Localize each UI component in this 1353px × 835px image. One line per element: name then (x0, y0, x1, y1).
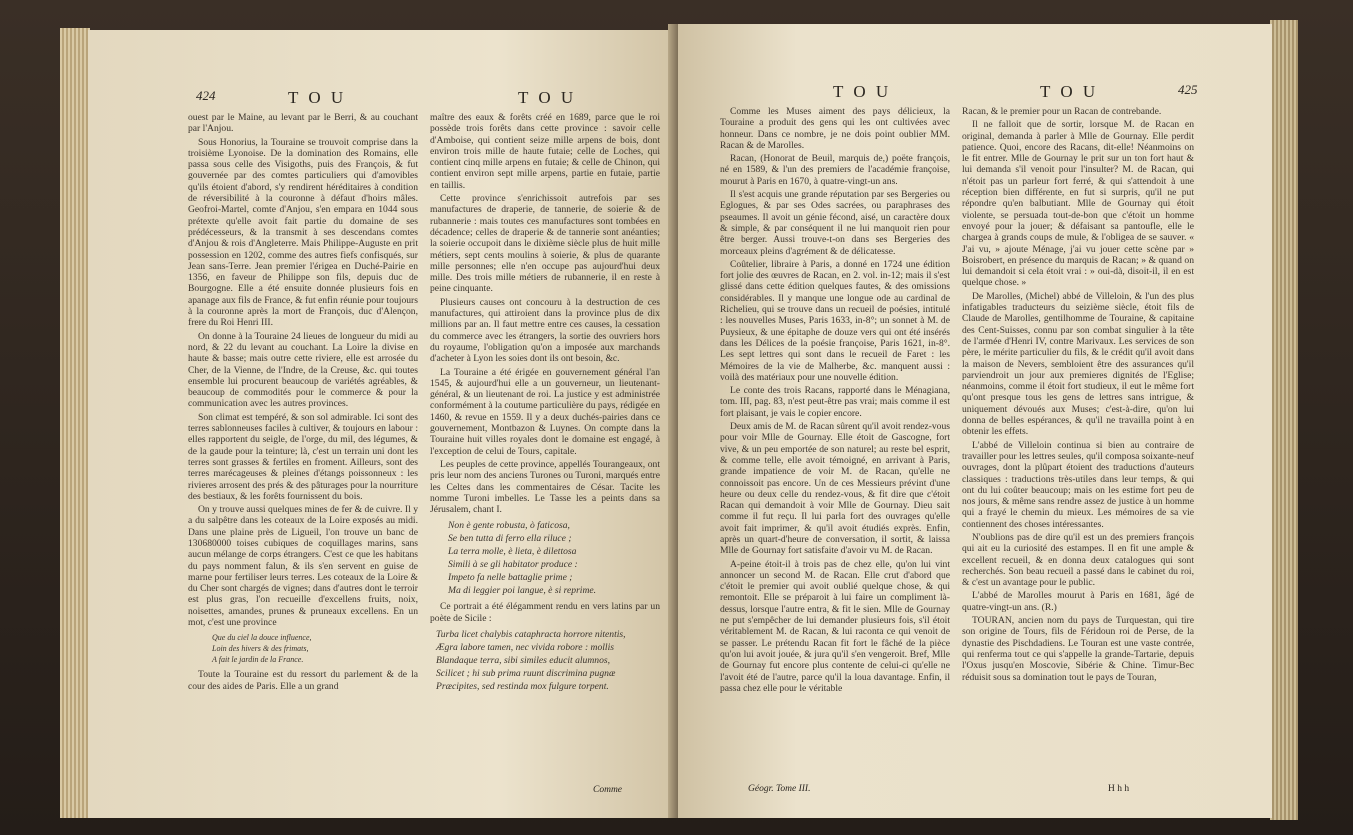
running-head-left-col2: T O U (518, 88, 577, 107)
paragraph: Son climat est tempéré, & son sol admirable. Ici sont des terres sablonneuses faciles à cultiver, & toujours en labour : elles rapportent du seigle, de l'orge, du mil, des légumes, & de la gaude pour la teinture; là, c'est un terrain uni dont les terres sont grasses & fertiles en froment. Ailleurs, sont des terres marécageuses & pleines d'étangs poissonneux : les rivieres arrosent des prés & des pâturages pour la nourriture des bestiaux, & les forêts fournissent du bois. (188, 411, 418, 502)
paragraph: Toute la Touraine est du ressort du parlement & de la cour des aides de Paris. Elle a un grand (188, 669, 418, 692)
paragraph: TOURAN, ancien nom du pays de Turquestan, qui tire son origine de Tours, fils de Féridoun roi de Perse, de la dynastie des Pischdadiens. Le Touran est une vaste contrée, qui renferma tout ce qui s'appelle la grande-Tartarie, depuis l'Oxus jusqu'en Moscovie, Sibérie & Chine. Timur-Bec réduisit sous sa domination tout le pays de Touran, (962, 615, 1194, 683)
paragraph: Racan, & le premier pour un Racan de contrebande. (962, 106, 1162, 117)
running-head-right-col1: T O U (833, 82, 892, 101)
verse-line: Loin des hivers & des frimats, (212, 644, 309, 654)
verse-line: A fait le jardin de la France. (212, 655, 304, 665)
paragraph: Plusieurs causes ont concouru à la destruction de ces manufactures, qui attiroient dans la province plus de dix millions par an. Il faut mettre entre ces causes, la cessation du commerce avec les étrangers, la sortie des ouvriers hors du royaume, l'obligation qu'on a imposée aux marchands d'acheter à Lyon les soies dont ils ont besoin, &c. (430, 296, 660, 365)
paragraph: ouest par le Maine, au levant par le Berri, & au couchant par l'Anjou. (188, 112, 418, 135)
paragraph: L'abbé de Marolles mourut à Paris en 1681, âgé de quatre-vingt-un ans. (R.) (962, 590, 1194, 613)
paragraph: Sous Honorius, la Touraine se trouvoit comprise dans la troisième Lyonoise. De la domination des Romains, elle passa sous celle des Visigoths, puis des François, & fut gouvernée par des comtes particuliers qui d'amovibles qu'ils étoient d'abord, s'y rendirent héréditaires à condition de réversibilité à la couronne à défaut d'hoirs mâles. Geofroi-Martel, comte d'Anjou, s'en empara en 1044 sous prétexte qu'elle avoit fait partie du domaine de ses prédécesseurs, & la transmit à ses descendans comtes d'Anjou & rois d'Angleterre. Mais Philippe-Auguste en prit possession en 1202, comme des autres fiefs confisqués, sur Jean sans-Terre. Jean premier l'érigea en Duché-Pairie en 1356, en faveur de Philippe son fils, depuis duc de Bourgogne. Elle a été ensuite donnée plusieurs fois en apanage aux fils de France, & fut enfin réunie pour toujours à la couronne après la mort de François, duc d'Alençon, frere du Roi Henri III. (188, 136, 418, 329)
verse-line: Se ben tutta di ferro ella riluce ; (448, 533, 572, 545)
paragraph: Coûtelier, libraire à Paris, a donné en 1724 une édition fort jolie des œuvres de Racan, en 2. vol. in-12; mais il s'est glissé dans cette édition quelques fautes, & des omissions considérables. Il y manque une longue ode au cardinal de Richelieu, qui se trouve dans un recueil de poésies, intitulé : les nouvelles Muses, Paris 1633, in-8°; un sonnet à M. de Puysieux, & une épitaphe de douze vers qui ont été insérés dans les Délices de la poésie françoise, Paris 1621, in-8°. Les sept lettres qui sont dans le recueil de Faret : les Mémoires de la vie de Malherbe, &c. manquent aussi : voilà des matériaux pour une nouvelle édition. (720, 258, 950, 383)
left-page-column-1 (188, 112, 418, 694)
verse-line: Præcipites, sed restinda mox fulgure torpent. (436, 680, 609, 692)
left-page-column-2 (430, 112, 660, 697)
italian-verse-block (448, 519, 660, 597)
paragraph: Racan, (Honorat de Beuil, marquis de,) poëte françois, né en 1589, & l'un des premiers de l'académie françoise, mourut à Paris en 1670, à quatre-vingt-un ans. (720, 153, 950, 187)
verse-line: Que du ciel la douce influence, (212, 633, 312, 643)
right-page-column-2 (962, 106, 1194, 685)
verse-line: Simili à se gli habitator produce : (448, 559, 578, 571)
page-number-left: 424 (196, 88, 216, 103)
paragraph: Deux amis de M. de Racan sûrent qu'il avoit rendez-vous pour voir Mlle de Gournay. Elle étoit de Gascogne, fort vive, & un peu emportée de son naturel; au reste bel esprit, & comme telle, elle avoit témoigné, en arrivant à Paris, grande impatience de voir M. de Racan, qu'elle ne connoissoit pas encore. Un de ces Messieurs prévint d'une heure ou deux celle du rendez-vous, & fit dire que c'étoit Racan qui demandoit à voir Mlle de Gournay. Dieu sait comme il fut reçu. Il lui parla fort des ouvrages qu'elle avoit fait imprimer, & qu'il avoit étudiés exprès. Enfin, après un quart-d'heure de conversation, il sortit, & laissa Mlle de Gournay fort satisfaite d'avoir vu M. de Racan. (720, 421, 950, 557)
running-head-left-col1: T O U (288, 88, 347, 107)
page-edges-left (60, 28, 90, 818)
paragraph: De Marolles, (Michel) abbé de Villeloin, & l'un des plus infatigables traducteurs du seizième siècle, étoit fils de Claude de Marolles, gentilhomme de Touraine, & capitaine des Cent-Suisses, connu par son combat singulier à la tête de l'armée d'Henri IV, contre Marivaux. Les services de son père, le mérite particulier du fils, & le crédit qu'il avoit dans la maison de Nevers, sembloient être des assurances qu'il parviendroit un jour aux premieres dignités de l'Eglise; néanmoins, comme il étoit fort studieux, il eut le même fort qu'ont presque tous les gens de lettres sans intrigue, & uniquement dévoués aux Muses; c'est-à-dire, qu'on lui donna de belles espérances, & qu'il ne travailla point à en obtenir les effets. (962, 290, 1194, 438)
paragraph: Ce portrait a été élégamment rendu en vers latins par un poète de Sicile : (430, 601, 660, 624)
verse-line: Turba licet chalybis cataphracta horrore nitentis, (436, 628, 626, 640)
paragraph: N'oublions pas de dire qu'il est un des premiers françois qui ait eu la curiosité des estampes. Il en fit une ample & excellent recueil, & en donna deux catalogues qui sont recherchés. Son beau recueil a passé dans le cabinet du roi, & c'est un avantage pour le public. (962, 531, 1194, 589)
paragraph: Comme les Muses aiment des pays délicieux, la Touraine a produit des gens qui les ont cultivées avec honneur. Dans ce nombre, je ne dois point oublier MM. Racan & de Marolles. (720, 106, 950, 151)
signature-mark: H h h (1108, 784, 1130, 794)
paragraph: On donne à la Touraine 24 lieues de longueur du midi au nord, & 22 du levant au couchant. La Loire la divise en haute & basse; mais outre cette riviere, elle est arrosée du Cher, de la Vienne, de l'Indre, de la Creuse, &c. qui toutes ensemble lui procurent beaucoup de variétés agréables, & beaucoup de commodités pour le commerce & pour la communication avec les autres provinces. (188, 330, 418, 410)
verse-line: La terra molle, è lieta, è dilettosa (448, 546, 577, 558)
catchword: Comme (593, 785, 623, 795)
verse-line: Ægra labore tamen, nec vivida robore : mollis (436, 641, 614, 653)
paragraph: Il ne falloit que de sortir, lorsque M. de Racan en original, demanda à parler à Mlle de Gournay. Elle perdit patience. Quoi, encore des Racans, dit-elle! Néanmoins on le fit entrer. Mlle de Gournay le prit sur un ton fort haut & lui demanda s'il venoit pour l'insulter? M. de Racan, qui n'étoit pas un parleur fort ferré, & qui s'attendoit à une réception bien différente, en fut si surpris, qu'il ne put répondre qu'en balbutiant. Mlle de Gournay qui étoit violente, se persuada tout-de-bon que c'étoit un homme envoyé pour la jouer; & défaisant sa pantoufle, elle le chargea à grands coups de mule, & l'obligea de se sauver. « J'ai vu, » ajoute Ménage, j'ai vu jouer cette scène par » Boisrobert, en présence du marquis de Racan; » & quand on lui demandoit si cela étoit vrai : » oui-dà, disoit-il, il en est quelque chose. » (962, 119, 1194, 289)
verse-line: Blandaque terra, sibi similes educit alumnos, (436, 654, 611, 666)
verse-line: Non è gente robusta, ò faticosa, (448, 520, 570, 532)
right-page-column-1 (720, 106, 950, 696)
verse-line: Scilicet ; hi sub prima ruunt discrimina pugnæ (436, 667, 616, 679)
paragraph: L'abbé de Villeloin continua si bien au contraire de travailler pour les lettres seules, qu'il composa soixante-neuf ouvrages, dont la plûpart étoient des traductions d'auteurs classiques : traductions très-utiles dans leur temps, & qui ont du lui coûter beaucoup; mais on les estime fort peu de nos jours, & même sans rendre assez de justice à un homme qui a frayé le chemin du mieux. Les mémoires de sa vie contiennent des choses intéressantes. (962, 439, 1194, 530)
running-head-right-col2: T O U (1040, 82, 1099, 101)
paragraph: Cette province s'enrichissoit autrefois par ses manufactures de draperie, de tannerie, de soierie & de rubannerie : mais toutes ces manufactures sont tombées en décadence; celles de draperie & de tannerie sont anéanties; la soierie occupoit dans le dixième siècle plus de huit mille métiers, sept cents moulins à soierie, & plus de quarante mille personnes; elle n'en occupe pas aujourd'hui deux mille. Des trois mille métiers de rubannerie, il en reste à peine cinquante. (430, 193, 660, 295)
signature-mark-volume: Géogr. Tome III. (748, 784, 811, 794)
paragraph: maître des eaux & forêts créé en 1689, parce que le roi possède trois forêts dans cette province : savoir celle d'Amboise, qui contient seize mille arpens de bois, dont environ trois mille de haute futaie; celle de Loches, qui contient cinq mille arpens en futaie; & celle de Chinon, qui contient environ sept mille arpens, partie en futaie, partie en taillis. (430, 112, 660, 191)
paragraph: Les peuples de cette province, appellés Tourangeaux, ont pris leur nom des anciens Turones ou Turoni, marqués entre les Celtes dans les commentaires de César. Tacite les nomme Turoni imbelles. Le Tasse les a peints dans sa Jérusalem, chant I. (430, 458, 660, 516)
right-page (678, 24, 1272, 818)
page-edges-right (1270, 20, 1298, 820)
paragraph: Il s'est acquis une grande réputation par ses Bergeries ou Eglogues, & par ses Odes sacrées, ou paraphrases des pseaumes. Il avoit un génie fécond, aisé, un caractère doux & simple, & par conséquent il ne lui manquoit rien pour être berger. Aussi trouve-t-on dans ses Bergeries des morceaux pleins d'agrément & de délicatesse. (720, 189, 950, 257)
paragraph: On y trouve aussi quelques mines de fer & de cuivre. Il y a du salpêtre dans les coteaux de la Loire exposés au midi. Dans une plaine près de Ligueil, l'on trouve un banc de 130680000 toises cubiques de coquillages marins, sans aucun mélange de corps étrangers. C'est ce que les habitans du pays nomment falun, & ils s'en servent en guise de marne pour fertiliser leurs terres. Les coteaux de la Loire & du Cher sont chargés de vignes; dans d'autres dont le terroir est plus gras, l'on recueille d'excellens fruits, noix, noisettes, amandes, prunes & pruneaux excellens. En un mot, c'est une province (188, 504, 418, 629)
page-number-right: 425 (1178, 82, 1198, 97)
paragraph: La Touraine a été érigée en gouvernement général l'an 1545, & aujourd'hui elle a un gouverneur, un lieutenant-général, & un lieutenant de roi. La justice y est administrée conformément à la coutume particulière du pays, rédigée en 1460, & revue en 1559. Il y a deux duchés-pairies dans ce gouvernement, Montbazon & Luynes. On compte dans la Touraine huit villes royales dont le domaine est engagé, à l'exception de celui de Tours, capitale. (430, 366, 660, 457)
latin-verse-block (436, 628, 660, 693)
paragraph: A-peine étoit-il à trois pas de chez elle, qu'on lui vint annoncer un second M. de Racan. Elle crut d'abord que c'étoit le premier qui avoit oublié quelque chose, & qui remontoit. Elle se préparoit à lui faire un compliment là-dessus, lorsque l'autre entra, & fit le sien. Mlle de Gournay ne put s'empêcher de lui demander plusieurs fois, s'il étoit véritablement M. de Racan, & lui raconta ce qui venoit de se passer. Le prétendu Racan fit fort le fâché de la pièce qu'on lui avoit jouée, & jura qu'il s'en vengeroit. Bref, Mlle de Gournay fut encore plus contente de celui-ci qu'elle ne l'avoit été de l'autre, parce qu'il la loua davantage. Enfin, il passa chez elle pour le véritable (720, 558, 950, 694)
verse-block (212, 632, 418, 665)
verse-line: Ma di leggier poi langue, è si reprime. (448, 585, 597, 597)
left-page (88, 30, 674, 818)
paragraph: Le conte des trois Racans, rapporté dans le Ménagiana, tom. III, pag. 83, n'est peut-être pas vrai; mais comme il est fort plaisant, je vais le copier encore. (720, 385, 950, 419)
verse-line: Impeto fa nelle battaglie prime ; (448, 572, 573, 584)
